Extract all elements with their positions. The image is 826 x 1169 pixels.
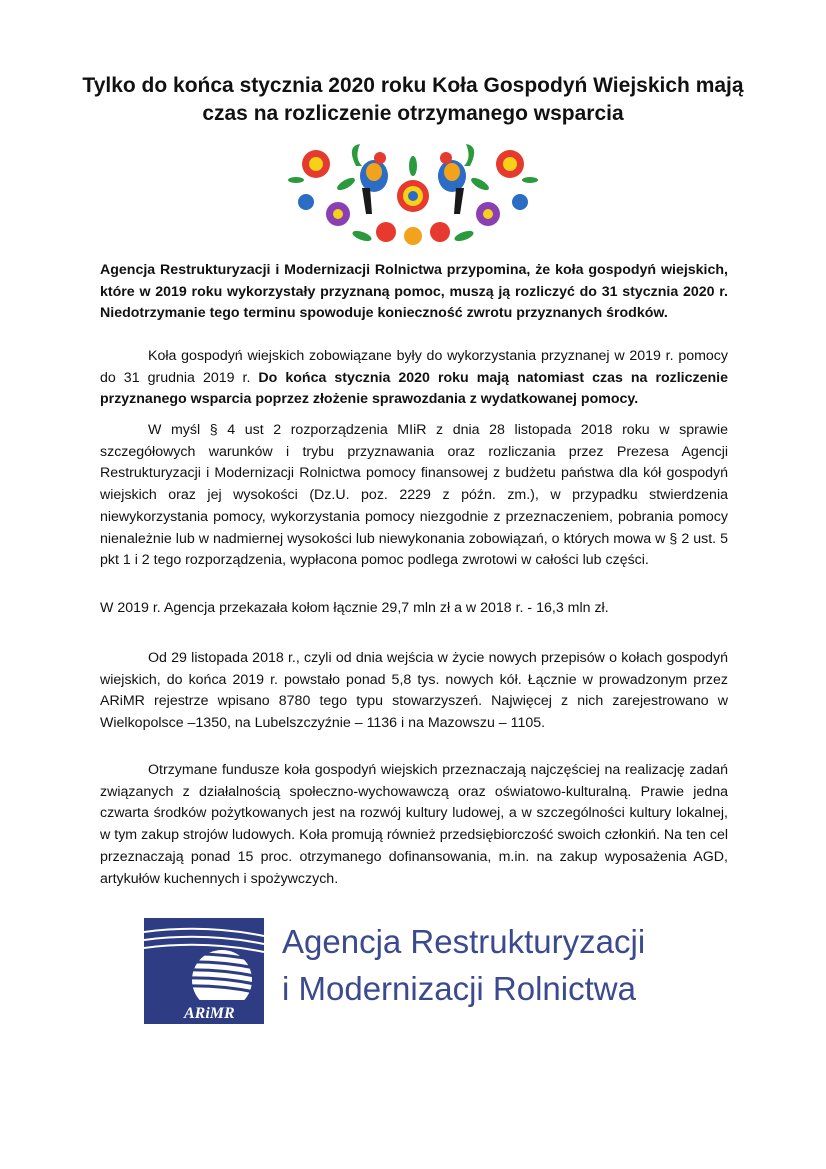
arimr-logo-wordmark [282,918,722,1012]
paragraph-regulation: W myśl § 4 ust 2 rozporządzenia MIiR z dnia 28 listopada 2018 roku w sprawie szczegółowych warunków i trybu przyznawania oraz rozliczania przez Prezesa Agencji Restrukturyzacji i Modernizacji Rolnictwa pomocy finansowej z budżetu państwa dla kół gospodyń wiejskich oraz jej wysokości (Dz.U. poz. 2229 z późn. zm.), w przypadku stwierdzenia niewykorzystania pomocy, wykorzystania pomocy niezgodnie z przeznaczeniem, pobrania pomocy nienależnie lub w nadmiernej wysokości lub niewykonania zobowiązań, o których mowa w § 2 ust. 5 pkt 1 i 2 tego rozporządzenia, wypłacona pomoc podlega zwrotowi w całości lub części. [100,422,728,569]
paragraph-usage: Otrzymane fundusze koła gospodyń wiejskich przeznaczają najczęściej na realizację zadań związanych z działalnością społeczno-wychowawczą oraz oświatowo-kulturalną. Prawie jedna czwarta środków pożytkowanych jest na rozwój kultury ludowej, a w szczególności kultury lokalnej, w tym zakup strojów ludowych. Koła promują również przedsiębiorczość swoich członkiń. Na ten cel przeznaczają ponad 15 proc. otrzymanego dofinansowania, m.in. na zakup wyposażenia AGD, artykułów kuchennych i spożywczych. [100,762,728,887]
arimr-logo-mark-text: ARiMR [184,1005,235,1022]
paragraph-deadline [100,346,728,411]
paragraph-funding: W 2019 r. Agencja przekazała kołom łącznie 29,7 mln zł a w 2018 r. - 16,3 mln zł. [100,600,609,616]
arimr-logo-mark [144,918,264,1024]
lead-paragraph: Agencja Restrukturyzacji i Modernizacji Rolnictwa przypomina, że koła gospodyń wiejskich, które w 2019 roku wykorzystały przyznaną pomoc, muszą ją rozliczyć do 31 stycznia 2020 r. Niedotrzymanie tego terminu spowoduje konieczność zwrotu przyznanych środków. [100,262,728,322]
folk-art-roosters-illustration [286,136,540,252]
paragraph-deadline-text: Koła gospodyń wiejskich zobowiązane były do wykorzystania przyznanej w 2019 r. pomocy do 31 grudnia 2019 r. [100,348,728,386]
page-title: Tylko do końca stycznia 2020 roku Koła Gospodyń Wiejskich mają czas na rozliczenie otrzymanego wsparcia [82,74,744,125]
paragraph-deadline-emphasis: Do końca stycznia 2020 roku mają natomiast czas na rozliczenie przyznanego wsparcia poprzez złożenie sprawozdania z wydatkowanej pomocy. [100,369,728,408]
logo-line-2: i Modernizacji Rolnictwa [282,970,636,1007]
paragraph-registry: Od 29 listopada 2018 r., czyli od dnia wejścia w życie nowych przepisów o kołach gospodyń wiejskich, do końca 2019 r. powstało ponad 5,8 tys. nowych kół. Łącznie w prowadzonym przez ARiMR rejestrze wpisano 8780 tego typu stowarzyszeń. Najwięcej z nich zarejestrowano w Wielkopolsce –1350, na Lubelszczyźnie – 1136 i na Mazowszu – 1105. [100,650,728,732]
logo-line-1: Agencja Restrukturyzacji [282,923,646,960]
arimr-logo-graphic [144,918,264,1024]
